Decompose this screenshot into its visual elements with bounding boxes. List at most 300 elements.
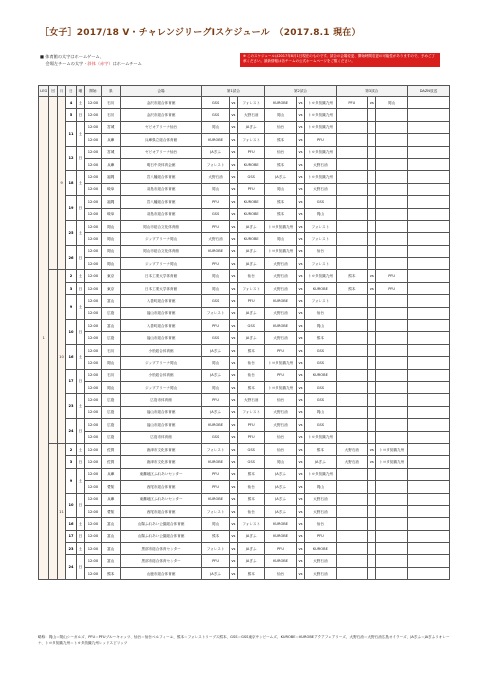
vs-label xyxy=(368,208,376,220)
venue-cell: 広島市体育館 xyxy=(120,431,202,443)
header-day: 日 xyxy=(66,86,76,97)
weekday-cell: 日 xyxy=(76,109,84,121)
time-cell: 12:00 xyxy=(85,518,102,530)
dazn-cell xyxy=(407,270,449,282)
team-home: 大野石油 xyxy=(336,456,367,468)
team-away xyxy=(376,505,407,517)
team-away: GSS xyxy=(238,320,265,332)
vs-label: vs xyxy=(229,158,237,170)
time-cell: 12:00 xyxy=(85,481,102,493)
vs-label xyxy=(368,394,376,406)
team-home xyxy=(336,357,367,369)
vs-label xyxy=(368,158,376,170)
pref-cell: 広島 xyxy=(101,406,120,418)
team-home: PFU xyxy=(202,481,229,493)
pref-cell: 佐賀 xyxy=(101,456,120,468)
dazn-cell xyxy=(407,357,449,369)
weekday-cell: 土 xyxy=(76,394,84,419)
team-home: トヨタ紡織九州 xyxy=(265,245,296,257)
time-cell: 12:00 xyxy=(85,344,102,356)
team-home: 熊本 xyxy=(265,196,296,208)
pref-cell: 岐阜 xyxy=(101,183,120,195)
team-home xyxy=(336,468,367,480)
pref-cell: 兵庫 xyxy=(101,158,120,170)
pref-cell: 岡山 xyxy=(101,381,120,393)
legend-italic: 斜体 xyxy=(87,61,96,66)
venue-cell: 西尾市総合体育館 xyxy=(120,505,202,517)
dazn-cell xyxy=(407,146,449,158)
team-home: 大野石油 xyxy=(265,307,296,319)
venue-cell: 宮八幡総合体育館 xyxy=(120,196,202,208)
team-away: JAぎふ xyxy=(238,220,265,232)
team-home xyxy=(336,208,367,220)
table-row xyxy=(39,97,450,109)
table-row xyxy=(39,518,450,530)
team-home xyxy=(336,419,367,431)
time-cell: 12:00 xyxy=(85,505,102,517)
day-cell: 3 xyxy=(66,282,76,294)
table-row xyxy=(39,357,450,369)
vs-label: vs xyxy=(296,220,304,232)
team-away xyxy=(376,406,407,418)
pref-cell: 富山 xyxy=(101,555,120,567)
table-row xyxy=(39,530,450,542)
table-row xyxy=(39,505,450,517)
team-away: 熊本 xyxy=(305,332,336,344)
notice-box: ※ このスケジュールは2017年8月1日現在のものです。試合の会場変更、開始時間変更の可能性がありますので、予めご了承ください。最新情報は各チームの公式ホームページをご覧ください。 xyxy=(240,53,440,67)
dazn-cell xyxy=(407,220,449,232)
team-away: KUROBE xyxy=(305,369,336,381)
team-home: PFU xyxy=(265,344,296,356)
venue-cell: 黒部市総合体育センター xyxy=(120,543,202,555)
team-away: PFU xyxy=(238,183,265,195)
team-home: GSS xyxy=(202,332,229,344)
team-home: GSS xyxy=(202,295,229,307)
table-row xyxy=(39,431,450,443)
dazn-cell xyxy=(407,406,449,418)
weekday-cell: 土 xyxy=(76,518,84,530)
team-home: 岡山 xyxy=(202,282,229,294)
vs-label: vs xyxy=(229,505,237,517)
vs-label: vs xyxy=(296,493,304,505)
vs-label: vs xyxy=(229,171,237,183)
table-row xyxy=(39,171,450,183)
dazn-cell xyxy=(407,332,449,344)
vs-label: vs xyxy=(229,196,237,208)
vs-label xyxy=(368,406,376,418)
team-away xyxy=(376,332,407,344)
dazn-cell xyxy=(407,493,449,505)
team-home: 岡山 xyxy=(265,183,296,195)
vs-label: vs xyxy=(368,270,376,282)
dazn-cell xyxy=(407,282,449,294)
team-away: JAぎふ xyxy=(238,307,265,319)
table-row xyxy=(39,320,450,332)
table-row xyxy=(39,270,450,282)
vs-label: vs xyxy=(229,208,237,220)
time-cell: 12:00 xyxy=(85,419,102,431)
vs-label: vs xyxy=(229,493,237,505)
team-home: JAぎふ xyxy=(265,481,296,493)
time-cell: 12:00 xyxy=(85,567,102,579)
day-cell: 9 xyxy=(66,468,76,493)
dazn-cell xyxy=(407,505,449,517)
day-cell: 16 xyxy=(66,344,76,369)
vs-label: vs xyxy=(229,121,237,133)
dazn-cell xyxy=(407,481,449,493)
team-home: JAぎふ xyxy=(265,468,296,480)
day-cell: 2 xyxy=(66,270,76,282)
team-home: 仙台 xyxy=(265,121,296,133)
venue-cell: 小松総合体育館 xyxy=(120,369,202,381)
vs-label xyxy=(368,320,376,332)
team-away: GSS xyxy=(305,394,336,406)
team-away: トヨタ紡織九州 xyxy=(376,443,407,455)
header-game2: 第2試合 xyxy=(265,86,336,97)
vs-label: vs xyxy=(368,282,376,294)
vs-label xyxy=(368,220,376,232)
vs-label: vs xyxy=(229,530,237,542)
venue-cell: 西尾市総合体育館 xyxy=(120,481,202,493)
vs-label: vs xyxy=(296,468,304,480)
team-away xyxy=(376,543,407,555)
dazn-cell xyxy=(407,258,449,270)
team-away: GSS xyxy=(305,419,336,431)
day-cell: 24 xyxy=(66,555,76,580)
team-away xyxy=(376,530,407,542)
table-row xyxy=(39,121,450,133)
team-home: 大野石油 xyxy=(336,443,367,455)
team-home: 岡山 xyxy=(265,233,296,245)
vs-label xyxy=(368,419,376,431)
team-home: 岡山 xyxy=(202,357,229,369)
team-home: 仙台 xyxy=(265,567,296,579)
time-cell: 12:00 xyxy=(85,121,102,133)
team-away: PFU xyxy=(238,431,265,443)
day-cell: 12 xyxy=(66,146,76,171)
pref-cell: 愛知 xyxy=(101,505,120,517)
pref-cell: 岡山 xyxy=(101,245,120,257)
team-away: KUROBE xyxy=(305,282,336,294)
venue-cell: ジップアリーナ岡山 xyxy=(120,357,202,369)
venue-cell: 金沢市総合体育館 xyxy=(120,109,202,121)
team-away: 大野石油 xyxy=(238,109,265,121)
team-home xyxy=(336,505,367,517)
team-home xyxy=(336,493,367,505)
day-cell: 2 xyxy=(66,443,76,455)
weekday-cell: 日 xyxy=(76,456,84,468)
header-weekday: 曜 xyxy=(76,86,84,97)
vs-label: vs xyxy=(296,344,304,356)
vs-label xyxy=(368,295,376,307)
team-away xyxy=(376,233,407,245)
team-away: JAぎふ xyxy=(238,332,265,344)
time-cell: 12:00 xyxy=(85,357,102,369)
team-away: 大野石油 xyxy=(305,493,336,505)
team-home xyxy=(336,196,367,208)
pref-cell: 東京 xyxy=(101,270,120,282)
team-home: KUROBE xyxy=(265,320,296,332)
team-home xyxy=(336,171,367,183)
header-game1: 第1試合 xyxy=(202,86,265,97)
team-home xyxy=(336,543,367,555)
team-away: フォレスト xyxy=(238,134,265,146)
time-cell: 12:00 xyxy=(85,109,102,121)
dazn-cell xyxy=(407,443,449,455)
round-cell xyxy=(49,270,57,443)
venue-cell: 羽島市総合体育館 xyxy=(120,208,202,220)
time-cell: 12:00 xyxy=(85,468,102,480)
team-home: 岡山 xyxy=(265,456,296,468)
table-row xyxy=(39,282,450,294)
day-cell: 9 xyxy=(66,295,76,320)
team-home xyxy=(336,381,367,393)
vs-label: vs xyxy=(229,258,237,270)
team-home xyxy=(336,369,367,381)
team-away: KUROBE xyxy=(238,158,265,170)
team-home xyxy=(336,183,367,195)
time-cell: 12:00 xyxy=(85,543,102,555)
team-away xyxy=(376,220,407,232)
venue-cell: 黒部市総合体育センター xyxy=(120,555,202,567)
vs-label: vs xyxy=(229,555,237,567)
team-away: GSS xyxy=(305,344,336,356)
team-home: トヨタ紡織九州 xyxy=(265,220,296,232)
team-away: 大野石油 xyxy=(305,183,336,195)
vs-label: vs xyxy=(229,369,237,381)
team-home: 岡山 xyxy=(202,183,229,195)
venue-cell: ジップアリーナ岡山 xyxy=(120,233,202,245)
vs-label: vs xyxy=(229,481,237,493)
team-away: 熊本 xyxy=(238,381,265,393)
pref-cell: 福岡 xyxy=(101,171,120,183)
team-home xyxy=(336,233,367,245)
vs-label xyxy=(368,307,376,319)
team-home xyxy=(336,431,367,443)
team-home: KUROBE xyxy=(265,295,296,307)
team-home: JAぎふ xyxy=(202,567,229,579)
team-home: フォレスト xyxy=(202,505,229,517)
vs-label: vs xyxy=(229,220,237,232)
team-home: PFU xyxy=(202,258,229,270)
weekday-cell: 土 xyxy=(76,443,84,455)
dazn-cell xyxy=(407,208,449,220)
team-away: トヨタ紡織九州 xyxy=(305,468,336,480)
team-home: PFU xyxy=(202,468,229,480)
header-pref: 県 xyxy=(101,86,120,97)
vs-label: vs xyxy=(296,431,304,443)
team-away: トヨタ紡織九州 xyxy=(305,97,336,109)
team-home: KUROBE xyxy=(265,97,296,109)
venue-cell: 入善町総合体育館 xyxy=(120,295,202,307)
dazn-cell xyxy=(407,245,449,257)
pref-cell: 石川 xyxy=(101,97,120,109)
weekday-cell: 土 xyxy=(76,543,84,555)
day-cell: 23 xyxy=(66,543,76,555)
team-away xyxy=(376,158,407,170)
team-home: フォレスト xyxy=(202,158,229,170)
vs-label: vs xyxy=(296,208,304,220)
pref-cell: 東京 xyxy=(101,282,120,294)
vs-label xyxy=(368,468,376,480)
team-away: トヨタ紡織九州 xyxy=(305,146,336,158)
team-home: 大野石油 xyxy=(265,406,296,418)
table-row xyxy=(39,109,450,121)
dazn-cell xyxy=(407,121,449,133)
table-row xyxy=(39,543,450,555)
pref-cell: 石川 xyxy=(101,344,120,356)
table-row xyxy=(39,208,450,220)
team-home: 大野石油 xyxy=(265,258,296,270)
team-away: JAぎふ xyxy=(238,258,265,270)
header-leg: LEG xyxy=(39,86,49,97)
pref-cell: 愛知 xyxy=(101,481,120,493)
pref-cell: 広島 xyxy=(101,307,120,319)
pref-cell: 広島 xyxy=(101,394,120,406)
team-home: トヨタ紡織九州 xyxy=(265,357,296,369)
time-cell: 12:00 xyxy=(85,406,102,418)
team-home xyxy=(336,530,367,542)
team-away: PFU xyxy=(376,270,407,282)
vs-label: vs xyxy=(296,543,304,555)
dazn-cell xyxy=(407,233,449,245)
pref-cell: 富山 xyxy=(101,543,120,555)
team-home xyxy=(336,220,367,232)
vs-label: vs xyxy=(229,468,237,480)
team-away: 熊本 xyxy=(238,344,265,356)
team-home: 仙台 xyxy=(265,146,296,158)
pref-cell: 岡山 xyxy=(101,233,120,245)
team-home: JAぎふ xyxy=(265,171,296,183)
table-row xyxy=(39,245,450,257)
team-away: KUROBE xyxy=(305,543,336,555)
vs-label: vs xyxy=(229,183,237,195)
vs-label: vs xyxy=(296,233,304,245)
team-away: フォレスト xyxy=(305,295,336,307)
weekday-cell: 土 xyxy=(76,344,84,369)
dazn-cell xyxy=(407,134,449,146)
venue-cell: ジップアリーナ岡山 xyxy=(120,258,202,270)
day-cell: 10 xyxy=(66,493,76,518)
team-away: フォレスト xyxy=(238,97,265,109)
footer-abbreviations: 略称：岡山＝岡山シーガルズ、PFU＝PFUブルーキャッツ、仙台＝仙台ベルフィーユ、熊本＝フォレストリーブス熊本、GSS＝GSS東京サンビームズ、KUROBE＝KUROBEアクアフェアリーズ、大野石油＝大野石油広島オイラーズ、JAぎふ＝JAぎふリオレーナ、トヨタ紡織九州＝トヨタ紡織九州レッドスピリッツ xyxy=(38,635,450,645)
vs-label: vs xyxy=(229,443,237,455)
time-cell: 12:00 xyxy=(85,171,102,183)
time-cell: 12:00 xyxy=(85,332,102,344)
team-away: 仙台 xyxy=(238,505,265,517)
team-away: PFU xyxy=(238,146,265,158)
team-home: 熊本 xyxy=(265,134,296,146)
weekday-cell: 土 xyxy=(76,468,84,493)
table-row xyxy=(39,233,450,245)
header-month: 月 xyxy=(57,86,65,97)
team-home: 岡山 xyxy=(202,270,229,282)
team-away: PFU xyxy=(238,419,265,431)
team-home xyxy=(336,518,367,530)
venue-cell: 入善町総合体育館 xyxy=(120,320,202,332)
pref-cell: 宮城 xyxy=(101,146,120,158)
pref-cell: 石川 xyxy=(101,369,120,381)
time-cell: 12:00 xyxy=(85,233,102,245)
venue-cell: 福山市総合体育館 xyxy=(120,332,202,344)
table-row xyxy=(39,220,450,232)
team-away: トヨタ紡織九州 xyxy=(305,121,336,133)
day-cell: 24 xyxy=(66,419,76,444)
pref-cell: 岡山 xyxy=(101,357,120,369)
team-away: 仙台 xyxy=(238,481,265,493)
team-home xyxy=(336,320,367,332)
vs-label xyxy=(368,196,376,208)
team-away xyxy=(376,419,407,431)
day-cell: 17 xyxy=(66,530,76,542)
vs-label: vs xyxy=(296,183,304,195)
team-away: 岡山 xyxy=(305,320,336,332)
weekday-cell: 土 xyxy=(76,171,84,196)
team-home xyxy=(336,121,367,133)
header-round: 回 xyxy=(49,86,57,97)
team-home: 大野石油 xyxy=(202,171,229,183)
table-row xyxy=(39,258,450,270)
team-away: 大野石油 xyxy=(238,394,265,406)
time-cell: 12:00 xyxy=(85,443,102,455)
vs-label: vs xyxy=(229,357,237,369)
pref-cell: 富山 xyxy=(101,518,120,530)
pref-cell: 富山 xyxy=(101,320,120,332)
venue-cell: 東灘地区ふれあいセンター xyxy=(120,493,202,505)
time-cell: 12:00 xyxy=(85,282,102,294)
team-away: JAぎふ xyxy=(238,530,265,542)
table-row xyxy=(39,419,450,431)
day-cell: 19 xyxy=(66,196,76,221)
day-cell: 11 xyxy=(66,121,76,146)
table-row xyxy=(39,369,450,381)
team-home: KUROBE xyxy=(202,245,229,257)
team-away: フォレスト xyxy=(305,220,336,232)
time-cell: 12:00 xyxy=(85,97,102,109)
team-away: 岡山 xyxy=(305,208,336,220)
venue-cell: 福山市総合体育館 xyxy=(120,419,202,431)
vs-label xyxy=(368,183,376,195)
team-home: トヨタ紡織九州 xyxy=(265,381,296,393)
vs-label: vs xyxy=(229,419,237,431)
vs-label: vs xyxy=(229,146,237,158)
vs-label: vs xyxy=(296,121,304,133)
team-away xyxy=(376,258,407,270)
dazn-cell xyxy=(407,394,449,406)
pref-cell: 佐賀 xyxy=(101,443,120,455)
dazn-cell xyxy=(407,530,449,542)
team-away xyxy=(376,307,407,319)
weekday-cell: 日 xyxy=(76,282,84,294)
team-home: PFU xyxy=(202,320,229,332)
team-away xyxy=(376,171,407,183)
table-row xyxy=(39,332,450,344)
vs-label: vs xyxy=(296,530,304,542)
vs-label: vs xyxy=(296,518,304,530)
vs-label xyxy=(368,518,376,530)
time-cell: 12:00 xyxy=(85,196,102,208)
venue-cell: 宮八幡総合体育館 xyxy=(120,171,202,183)
vs-label: vs xyxy=(296,406,304,418)
team-home xyxy=(336,109,367,121)
time-cell: 12:00 xyxy=(85,258,102,270)
team-home: フォレスト xyxy=(202,443,229,455)
dazn-cell xyxy=(407,431,449,443)
vs-label xyxy=(368,258,376,270)
team-home: 岡山 xyxy=(265,109,296,121)
header-venue: 会場 xyxy=(120,86,202,97)
time-cell: 12:00 xyxy=(85,146,102,158)
